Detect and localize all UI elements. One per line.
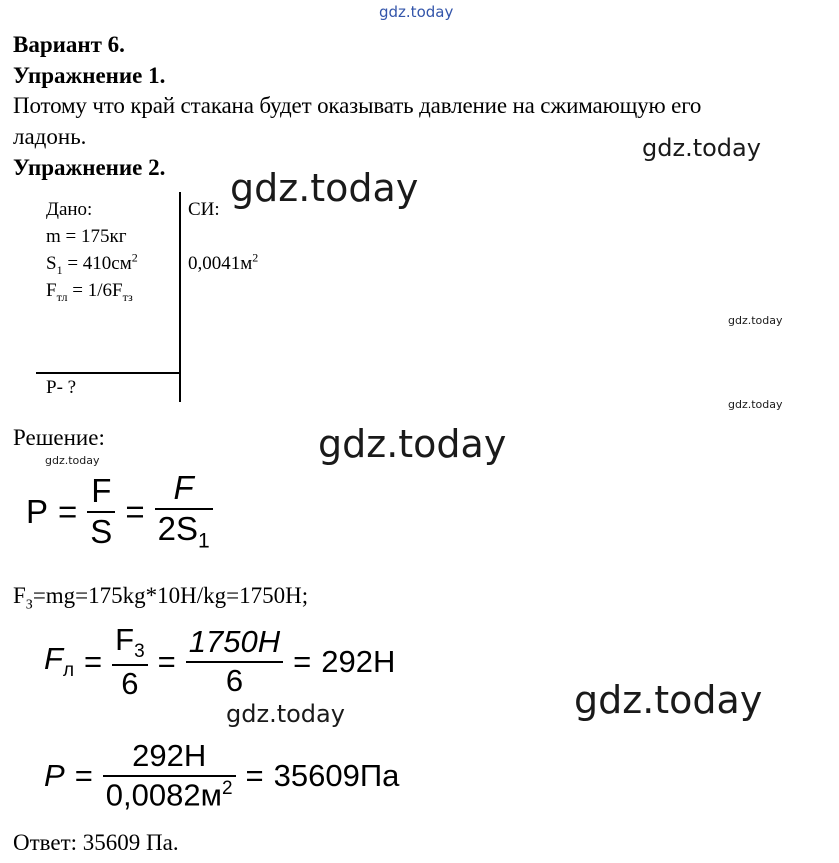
formula2-result: 292Н (321, 644, 396, 679)
given-area-sub: 1 (56, 262, 63, 277)
given-force-sub2: тз (122, 289, 133, 304)
formula4-den (103, 779, 236, 812)
given-force-symbol: F (46, 280, 57, 301)
watermark-tiny: gdz.today (728, 398, 783, 411)
watermark-right: gdz.today (642, 134, 761, 162)
gravity-force-rest: =mg=175kg*10H/kg=1750H; (32, 583, 309, 608)
given-mass: m = 175кг (46, 226, 127, 247)
given-vertical-line (179, 192, 181, 402)
formula1-den-b (155, 512, 213, 553)
formula1-lhs: P (26, 493, 49, 530)
formula4-equals: = (74, 758, 93, 793)
formula2-den-b: 6 (225, 663, 244, 698)
formula1-num-a: F (91, 472, 112, 510)
exercise-1-text-line2: ладонь. (13, 124, 87, 149)
formula1-num-b: F (173, 469, 194, 507)
formula2-fraction-a (112, 621, 148, 701)
given-force-sub1: тл (56, 289, 68, 304)
watermark-large: gdz.today (574, 678, 763, 722)
formula2-lhs-sub: л (62, 660, 75, 682)
formula2-lhs-main: F (44, 641, 63, 677)
formula2-num-a (112, 621, 148, 662)
given-title: Дано: (46, 199, 93, 220)
formula4-den-main: 0,0082м (105, 777, 222, 813)
formula4-equals-2: = (245, 758, 264, 793)
solution-label: Решение: (13, 425, 105, 450)
formula1-fraction-b (155, 471, 213, 552)
watermark-large: gdz.today (230, 166, 419, 210)
formula2-fraction-b (186, 626, 283, 697)
gravity-force-line (13, 583, 308, 614)
exercise-2-heading: Упражнение 2. (13, 155, 166, 180)
formula-final-pressure (44, 731, 399, 821)
si-value-text: 0,0041м (188, 253, 253, 274)
given-horizontal-line (36, 372, 181, 374)
given-find: P- ? (46, 377, 77, 398)
given-force-mid: = 1/6F (67, 280, 123, 301)
formula2-num-a-main: F (115, 621, 135, 657)
exercise-1-text-line1: Потому что край стакана будет оказывать давление на сжимающую его (13, 93, 702, 118)
variant-heading: Вариант 6. (13, 32, 125, 57)
watermark-large: gdz.today (318, 422, 507, 466)
formula2-lhs (44, 641, 74, 682)
si-value (188, 250, 259, 275)
watermark-tiny: gdz.today (45, 454, 100, 467)
si-value-sup: 2 (252, 250, 259, 265)
formula1-equals-2: = (125, 493, 145, 530)
formula4-result: 35609Па (273, 758, 400, 793)
formula2-equals-2: = (157, 644, 176, 679)
formula1-den-a: S (90, 513, 113, 550)
formula-pressure-definition (26, 466, 213, 558)
formula4-lhs: P (44, 758, 65, 793)
formula4-fraction (103, 740, 236, 811)
given-area-value: = 410см (62, 253, 132, 274)
given-area-sup: 2 (131, 250, 138, 265)
given-area (46, 250, 138, 277)
formula1-fraction-a (87, 474, 115, 549)
formula1-den-b-main: 2S (157, 510, 198, 547)
watermark-top: gdz.today (379, 3, 454, 21)
formula1-equals: = (58, 493, 78, 530)
watermark-tiny: gdz.today (728, 314, 783, 327)
exercise-1-heading: Упражнение 1. (13, 63, 166, 88)
formula4-num: 292Н (132, 738, 207, 774)
formula2-den-a: 6 (121, 665, 139, 701)
gravity-force-symbol: F (13, 583, 26, 608)
given-area-symbol: S (46, 253, 57, 274)
formula2-equals: = (84, 644, 103, 679)
formula4-den-sup: 2 (221, 777, 233, 799)
formula2-num-b: 1750H (188, 624, 281, 660)
formula-moon-force (44, 617, 395, 707)
formula2-equals-3: = (293, 644, 312, 679)
formula2-num-a-sub: 3 (134, 640, 145, 662)
gravity-force-sub: З (25, 597, 33, 613)
given-force (46, 280, 133, 302)
answer-line: Ответ: 35609 Па. (13, 830, 179, 855)
formula1-den-b-sub: 1 (197, 529, 210, 553)
watermark-medium: gdz.today (226, 700, 345, 728)
si-title: СИ: (188, 199, 220, 220)
